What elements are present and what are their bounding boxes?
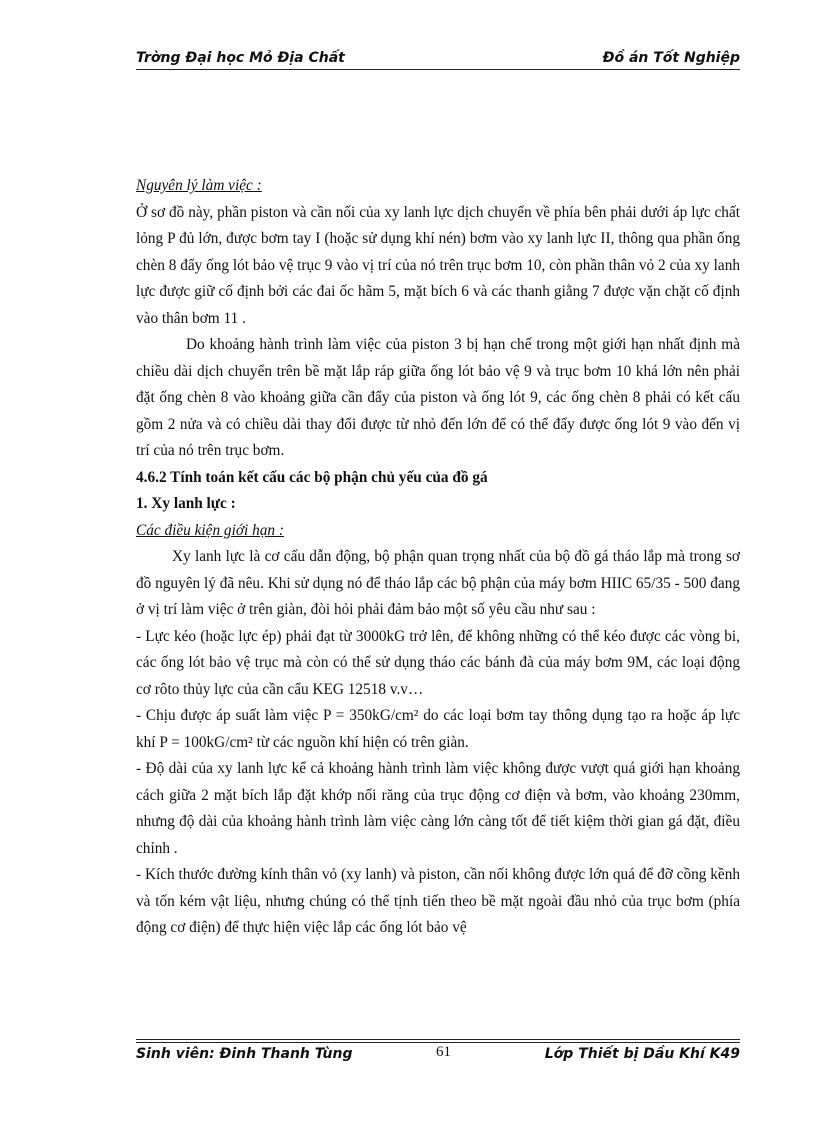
header-university: Trờng Đại học Mỏ Địa Chất <box>136 50 345 66</box>
header-document-type: Đồ án Tốt Nghiệp <box>602 50 740 66</box>
limits-heading: Các điều kiện giới hạn : <box>136 521 284 539</box>
bullet-diameter: - Kích thước đường kính thân vỏ (xy lanh) và piston, cần nối không được lớn quá để đỡ cồng kềnh và tốn kém vật liệu, nhưng chúng có thể tịnh tiến theo bề mặt ngoài đầu nhỏ của trục bơm (phía động cơ điện) để thực hiện việc lắp các ống lót bảo vệ <box>136 866 740 936</box>
page-number: 61 <box>436 1044 451 1060</box>
bullet-force: - Lực kéo (hoặc lực ép) phải đạt từ 3000kG trở lên, để không những có thể kéo được các vòng bi, các ống lót bảo vệ trục mà còn có thể sử dụng tháo các bánh đà của máy bơm 9M, các loại động cơ rôto thủy lực của cần cẩu KEG 12518 v.v… <box>136 627 740 698</box>
paragraph-stroke-limit: Do khoảng hành trình làm việc của piston 3 bị hạn chế trong một giới hạn nhất định mà chiều dài dịch chuyển trên bề mặt lắp ráp giữa ống lót bảo vệ 9 và trục bơm 10 khá lớn nên phải đặt ống chèn 8 vào khoảng giữa cần đẩy của piston và ống lót 9, các ống chèn 8 phải có kết cấu gồm 2 nửa và có chiều dài thay đổi được từ nhỏ đến lớn để có thể đẩy được ống lót 9 vào đến vị trí của nó trên trục bơm. <box>136 336 740 459</box>
section-heading: 4.6.2 Tính toán kết cấu các bộ phận chủ yếu của đồ gá <box>136 468 488 486</box>
paragraph-principle: Ở sơ đồ này, phần piston và cần nối của xy lanh lực dịch chuyển về phía bên phải dưới áp lực chất lỏng P đủ lớn, được bơm tay I (hoặc sử dụng khí nén) bơm vào xy lanh lực II, thông qua phần ống chèn 8 đẩy ống lót bảo vệ trục 9 vào vị trí của nó trên trục bơm 10, còn phần thân vỏ 2 của xy lanh lực được giữ cố định bởi các đai ốc hãm 5, mặt bích 6 và các thanh giằng 7 được vặn chặt cố định vào thân bơm 11 . <box>136 203 740 327</box>
principle-heading: Nguyên lý làm việc : <box>136 177 262 194</box>
footer-student: Sinh viên: Đinh Thanh Tùng <box>136 1046 353 1062</box>
page-footer <box>136 1046 740 1068</box>
footer-class: Lớp Thiết bị Dầu Khí K49 <box>544 1046 740 1062</box>
footer-rule-bottom <box>136 1042 740 1043</box>
footer-rule-top <box>136 1039 740 1040</box>
bullet-length: - Độ dài của xy lanh lực kể cả khoảng hành trình làm việc không được vượt quá giới hạn khoảng cách giữa 2 mặt bích lắp đặt khớp nối răng của trục động cơ điện và bơm, vào khoảng 230mm, nhưng độ dài của khoảng hành trình làm việc càng lớn càng tốt để tiết kiệm thời gian gá đặt, điều chỉnh . <box>136 760 740 857</box>
subsection-heading: 1. Xy lanh lực : <box>136 495 236 512</box>
header-rule <box>136 69 740 70</box>
page-content <box>136 173 740 942</box>
bullet-pressure: - Chịu được áp suất làm việc P = 350kG/cm² do các loại bơm tay thông dụng tạo ra hoặc áp lực khí P = 100kG/cm² từ các nguồn khí hiện có trên giàn. <box>136 707 740 751</box>
paragraph-cylinder-intro: Xy lanh lực là cơ cấu dẫn động, bộ phận quan trọng nhất của bộ đồ gá tháo lắp mà trong sơ đồ nguyên lý đã nêu. Khi sử dụng nó để tháo lắp các bộ phận của máy bơm HIIC 65/35 - 500 đang ở vị trí làm việc ở trên giàn, đòi hỏi phải đảm bảo một số yêu cầu như sau : <box>136 548 740 618</box>
